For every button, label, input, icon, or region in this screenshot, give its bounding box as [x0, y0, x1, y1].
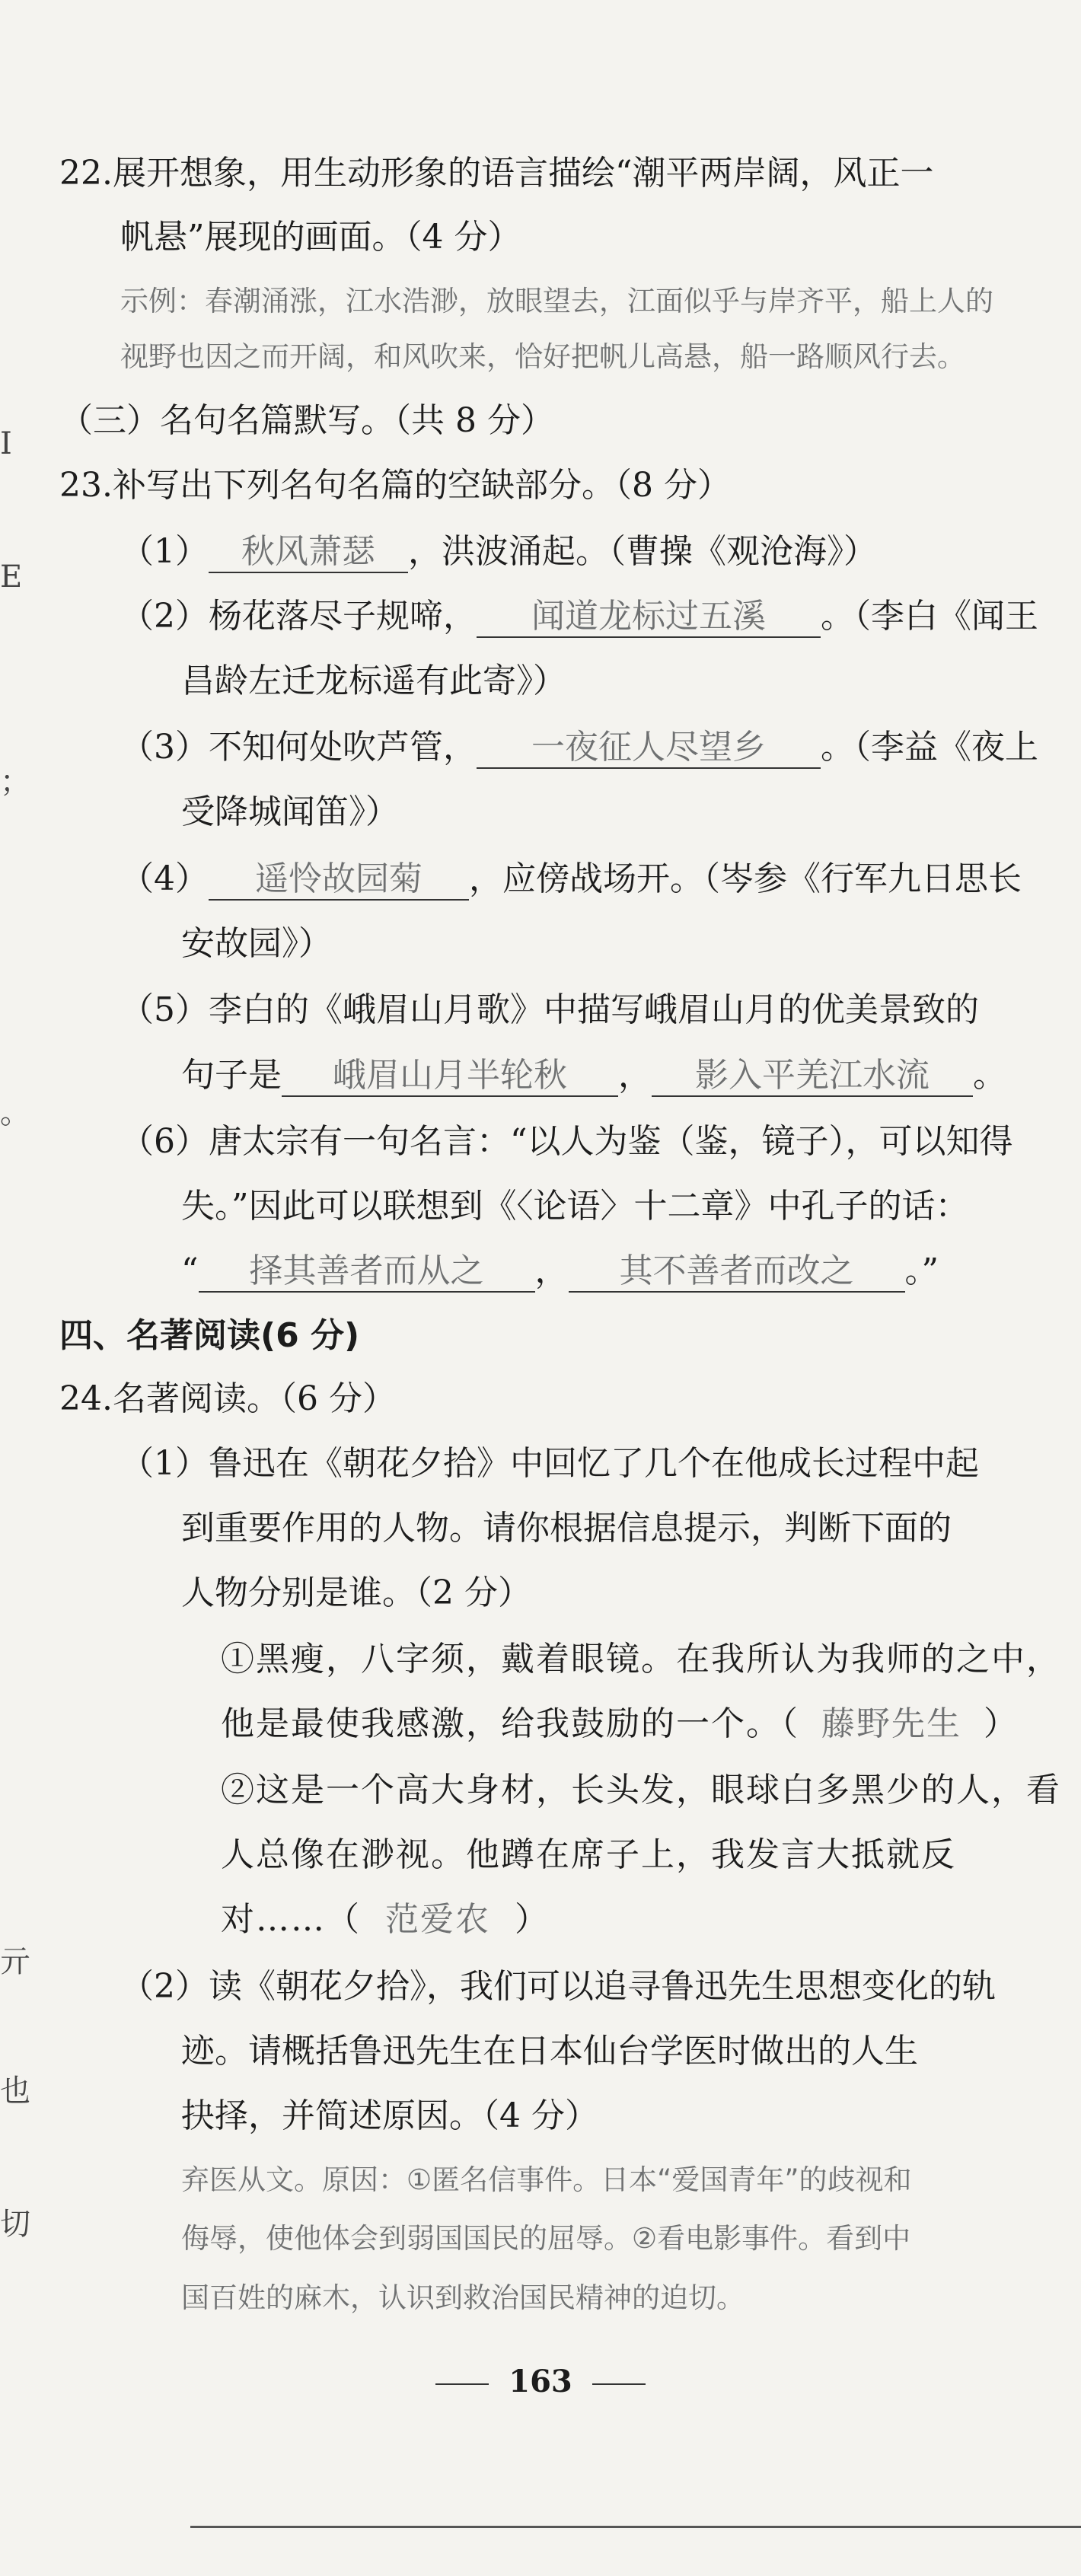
q23-item-2: [120, 594, 1038, 639]
margin-fragment: 亓: [0, 1944, 30, 1979]
q23-title: 23.补写出下列名句名篇的空缺部分。（8 分）: [59, 466, 731, 505]
page-number-text: 163: [509, 2364, 572, 2399]
q24-answer: 侮辱，使他体会到弱国国民的屈辱。②看电影事件。看到中: [181, 2222, 911, 2255]
margin-fragment: ；: [0, 764, 30, 799]
q23-item-6-answers: [181, 1248, 939, 1294]
dash-left: [435, 2383, 489, 2385]
q23-item-6: （6）唐太宗有一句名言：“以人为鉴（鉴，镜子），可以知得: [120, 1122, 1013, 1161]
answer-blank: 一夜征人尽望乡: [477, 728, 821, 769]
q24-clue-2: 人总像在渺视。他蹲在席子上，我发言大抵就反: [221, 1835, 956, 1874]
item-number: （1）: [120, 532, 209, 571]
clue-text: ）: [515, 1900, 550, 1939]
item-text: （2）杨花落尽子规啼，: [120, 597, 477, 636]
q24-answer: 弃医从文。原因：①匿名信事件。日本“爱国青年”的歧视和: [181, 2163, 912, 2196]
item-text: 句子是: [181, 1056, 282, 1095]
item-text: ，: [534, 1251, 569, 1290]
margin-fragment: 。: [0, 1095, 30, 1130]
clue-text: ）: [984, 1704, 1019, 1743]
q23-item-1: [120, 529, 877, 575]
q23-item-4: [120, 856, 1022, 902]
q23-item-3-cont: 受降城闻笛》）: [181, 792, 399, 831]
margin-fragment: 也: [0, 2074, 30, 2109]
answer-blank: 其不善者而改之: [569, 1251, 905, 1293]
answer-blank: 秋风萧瑟: [209, 532, 408, 573]
item-text: ，洪波涌起。（曹操《观沧海》）: [408, 532, 877, 571]
item-text: ，应傍战场开。（岑参《行军九日思长: [469, 859, 1022, 898]
bottom-divider: [190, 2526, 1081, 2528]
q24-clue-2: [221, 1897, 550, 1943]
q23-item-6-cont: 失。”因此可以联想到《〈论语〉十二章》中孔子的话：: [181, 1187, 969, 1226]
answer-blank: 闻道龙标过五溪: [477, 597, 821, 638]
item-text: 。（李白《闻王: [821, 597, 1038, 636]
q23-item-5-cont: [181, 1053, 1006, 1098]
q24-clue-1: [221, 1701, 1019, 1747]
q22-answer: 示例：春潮涌涨，江水浩渺，放眼望去，江面似乎与岸齐平，船上人的: [120, 285, 993, 317]
q23-item-3: [120, 725, 1038, 770]
item-number: （4）: [120, 859, 209, 898]
q24-p2: 迹。请概括鲁迅先生在日本仙台学医时做出的人生: [181, 2032, 918, 2071]
q24-clue-1: ①黑瘦，八字须，戴着眼镜。在我所认为我师的之中，: [221, 1640, 1061, 1679]
q23-item-4-cont: 安故园》）: [181, 924, 332, 963]
q22-answer: 视野也因之而开阔，和风吹来，恰好把帆儿高悬，船一路顺风行去。: [120, 340, 965, 373]
answer-blank: 峨眉山月半轮秋: [282, 1056, 618, 1097]
margin-fragment: I: [0, 426, 12, 461]
q24-p1: （1）鲁迅在《朝花夕拾》中回忆了几个在他成长过程中起: [120, 1444, 979, 1483]
item-text: 。: [973, 1056, 1006, 1095]
q24-p1: 到重要作用的人物。请你根据信息提示，判断下面的: [181, 1509, 952, 1548]
clue-text: 对……（: [221, 1900, 361, 1939]
dash-right: [592, 2383, 646, 2385]
q24-clue-2: ②这是一个高大身材，长头发，眼球白多黑少的人，看: [221, 1771, 1061, 1809]
q22-line: 22.展开想象，用生动形象的语言描绘“潮平两岸阔，风正一: [59, 154, 934, 193]
item-text: 。”: [904, 1251, 939, 1290]
page-number: [0, 2364, 1081, 2399]
answer-blank: 择其善者而从之: [199, 1251, 535, 1293]
q24-title: 24.名著阅读。（6 分）: [59, 1379, 396, 1418]
margin-fragment: E: [0, 560, 23, 595]
answer-blank: 遥怜故园菊: [209, 859, 469, 901]
clue-answer: 范爱农: [385, 1900, 490, 1939]
item-text: “: [181, 1251, 199, 1290]
q23-item-5: （5）李白的《峨眉山月歌》中描写峨眉山月的优美景致的: [120, 990, 979, 1029]
q23-item-2-cont: 昌龄左迁龙标遥有此寄》）: [181, 662, 566, 700]
section-title: 四、名著阅读(6 分): [59, 1316, 360, 1355]
margin-fragment: 切: [0, 2207, 30, 2242]
q22-line: 帆悬”展现的画面。（4 分）: [120, 218, 521, 257]
q24-p1: 人物分别是谁。（2 分）: [181, 1573, 531, 1612]
q24-p2: 抉择，并简述原因。（4 分）: [181, 2096, 598, 2135]
item-text: 。（李益《夜上: [821, 728, 1038, 767]
clue-answer: 藤野先生: [821, 1704, 961, 1743]
clue-text: 他是最使我感激，给我鼓励的一个。（: [221, 1704, 799, 1743]
q24-p2: （2）读《朝花夕拾》，我们可以追寻鲁迅先生思想变化的轨: [120, 1967, 996, 2006]
answer-blank: 影入平羌江水流: [652, 1056, 973, 1097]
item-text: （3）不知何处吹芦管，: [120, 728, 477, 767]
section-title: （三）名句名篇默写。（共 8 分）: [59, 401, 554, 440]
item-text: ，: [618, 1056, 652, 1095]
q24-answer: 国百姓的麻木，认识到救治国民精神的迫切。: [181, 2281, 745, 2314]
